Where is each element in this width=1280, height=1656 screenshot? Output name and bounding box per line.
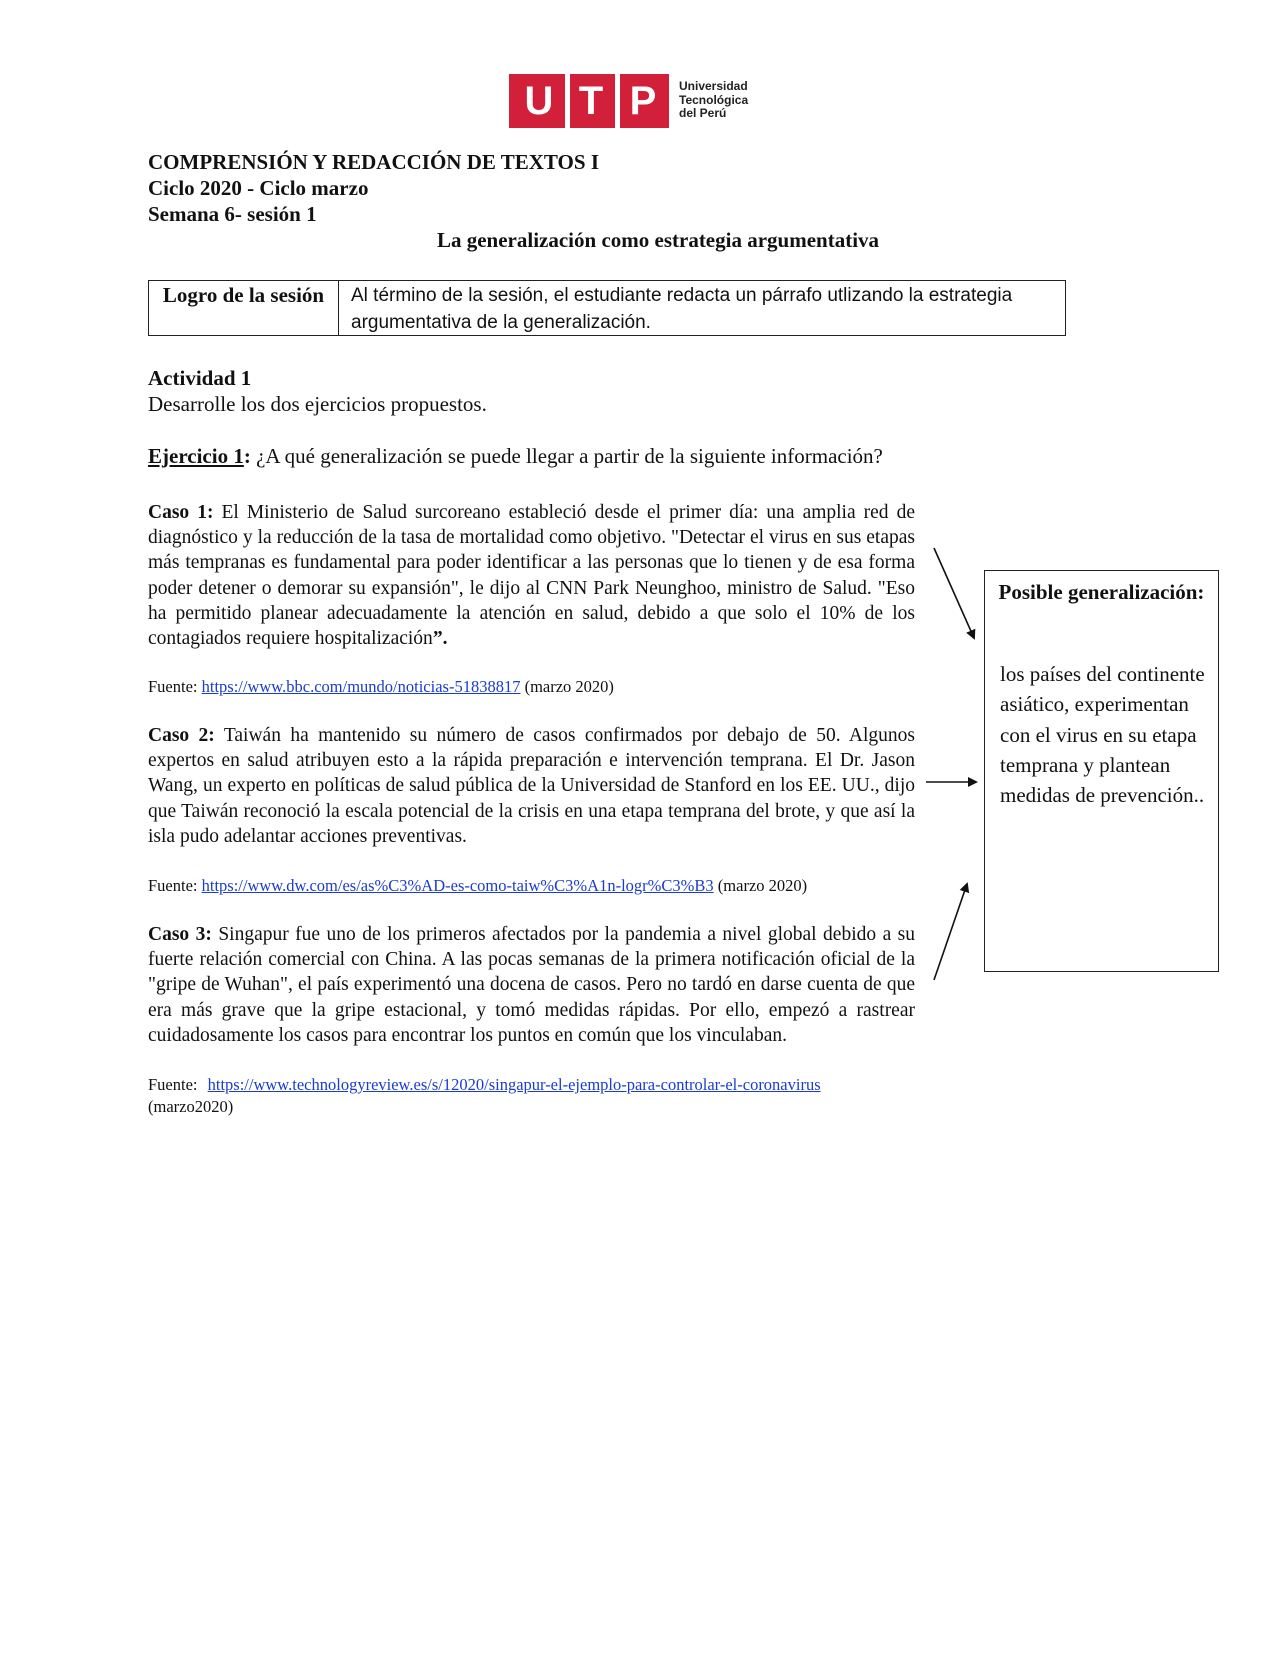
source-link[interactable]: https://www.bbc.com/mundo/noticias-51838817 (201, 677, 521, 696)
source-date: (marzo 2020) (524, 677, 614, 696)
case-3-source-date: (marzo2020) (148, 1097, 234, 1116)
case-label: Caso 3: (148, 924, 212, 945)
exercise-question: ¿A qué generalización se puede llegar a partir de la siguiente información? (256, 444, 883, 468)
source-label: Fuente: (148, 876, 198, 895)
case-3-source (148, 1074, 928, 1095)
case-1-source (148, 676, 928, 697)
arrow-case-3 (934, 884, 967, 980)
activity-title: Actividad 1 (148, 366, 252, 390)
generalization-box (984, 570, 1219, 972)
exercise-line: Ejercicio 1: ¿A qué generalización se puede llegar a partir de la siguiente información? (148, 444, 883, 468)
source-label: Fuente: (148, 677, 198, 696)
generalization-text: los países del continente asiático, experimentan con el virus en su etapa temprana y plantean medidas de prevención.. (1000, 662, 1205, 808)
logo-letter-p: P (629, 79, 657, 123)
source-link[interactable]: https://www.dw.com/es/as%C3%AD-es-como-taiw%C3%A1n-logr%C3%B3 (201, 876, 714, 895)
cycle-line: Ciclo 2020 - Ciclo marzo (148, 176, 369, 200)
logo-line: Universidad (679, 79, 748, 93)
source-link[interactable]: https://www.technologyreview.es/s/12020/singapur-el-ejemplo-para-controlar-el-coronavirus (207, 1075, 821, 1094)
logo-wordmark (679, 80, 764, 121)
case-label: Caso 2: (148, 725, 215, 746)
week-line: Semana 6- sesión 1 (148, 202, 317, 226)
logro-label: Logro de la sesión (149, 281, 339, 335)
logo-letter-u: U (524, 79, 554, 123)
logo-line: Tecnológica (679, 92, 749, 107)
source-date: (marzo 2020) (717, 876, 808, 895)
case-1 (148, 500, 915, 651)
utp-logo (509, 74, 759, 128)
course-title: COMPRENSIÓN Y REDACCIÓN DE TEXTOS I (148, 150, 599, 174)
case-label: Caso 1: (148, 502, 214, 523)
page-title: La generalización como estrategia argumentativa (436, 228, 880, 252)
logo-separator (615, 74, 620, 128)
generalization-title: Posible generalización: (998, 580, 1205, 604)
case-text: Singapur fue uno de los primeros afectados por la pandemia a nivel global debido a su fuerte relación comercial con China. A las pocas semanas de la primera notificación oficial de la "gripe de Wuhan", el país experimentó una docena de casos. Pero no tardó en darse cuenta de que era más grave que la gripe estacional, y tomó medidas rápidas. Por ello, empezó a rastrear cuidadosamente los casos para encontrar los puntos en común que los vinculaban. (148, 924, 916, 1046)
logro-text: Al término de la sesión, el estudiante redacta un párrafo utlizando la estrategia argumentativa de la generalización. (351, 285, 1013, 333)
logro-table (148, 280, 1066, 336)
case-3 (148, 922, 915, 1048)
case-text: El Ministerio de Salud surcoreano estableció desde el primer día: una amplia red de diagnóstico y la reducción de la tasa de mortalidad como objetivo. "Detectar el virus en sus etapas más tempranas es fundamental para poder identificar a las personas que lo tienen y de esa forma poder detener o demorar su expansión", le dijo al CNN Park Neunghoo, ministro de Salud. "Eso ha permitido planear adecuadamente la atención en salud, debido a que solo el 10% de los contagiados requiere hospitalización (148, 502, 915, 650)
case-2 (148, 723, 915, 849)
case-2-source (148, 875, 928, 896)
source-label: Fuente: (148, 1075, 198, 1094)
logo-letter-t: T (578, 79, 604, 123)
arrow-case-1 (934, 548, 974, 638)
case-closing: ”. (432, 628, 448, 650)
exercise-label: Ejercicio 1 (148, 444, 244, 468)
logo-separator (565, 74, 570, 128)
activity-instruction: Desarrolle los dos ejercicios propuestos. (148, 392, 487, 416)
logo-line: del Perú (679, 106, 727, 120)
case-text: Taiwán ha mantenido su número de casos confirmados por debajo de 50. Algunos expertos en salud atribuyen esto a la rápida preparación e intervención temprana. El Dr. Jason Wang, un experto en políticas de salud pública de la Universidad de Stanford en los EE. UU., dijo que Taiwán reconoció la escala potencial de la crisis en una etapa temprana del brote, y que así la isla pudo adelantar acciones preventivas. (148, 725, 915, 847)
